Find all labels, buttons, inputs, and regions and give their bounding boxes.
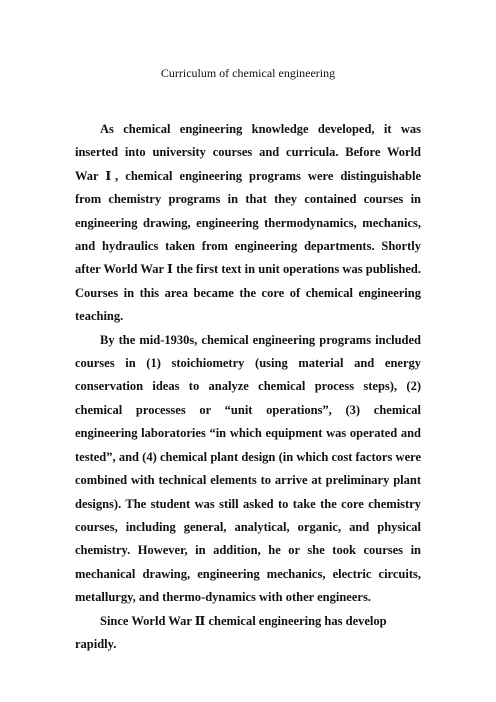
paragraph-2: By the mid-1930s, chemical engineering programs included courses in (1) stoichiometry (using material and energy conservation ideas to analyze chemical process steps), (2) chemical processes or “unit operations”, (3) chemical engineering laboratories “in which equipment was operated and tested”, and (4) chemical plant design (in which cost factors were combined with technical elements to arrive at preliminary plant designs). The student was still asked to take the core chemistry courses, including general, analytical, organic, and physical chemistry. However, in addition, he or she took courses in mechanical drawing, engineering mechanics, electric circuits, metallurgy, and thermo-dynamics with other engineers. (75, 332, 421, 605)
paragraph-3: Since World War Ⅱ chemical engineering has develop rapidly. (75, 613, 387, 651)
document-body (75, 118, 421, 656)
paragraph-1: As chemical engineering knowledge developed, it was inserted into university courses and curricula. Before World War Ⅰ, chemical engineering programs were distinguishable from chemistry programs in that they contained courses in engineering drawing, engineering thermodynamics, mechanics, and hydraulics taken from engineering departments. Shortly after World War Ⅰ the first text in unit operations was published. Courses in this area became the core of chemical engineering teaching. (75, 122, 421, 324)
document-title: Curriculum of chemical engineering (160, 66, 336, 80)
